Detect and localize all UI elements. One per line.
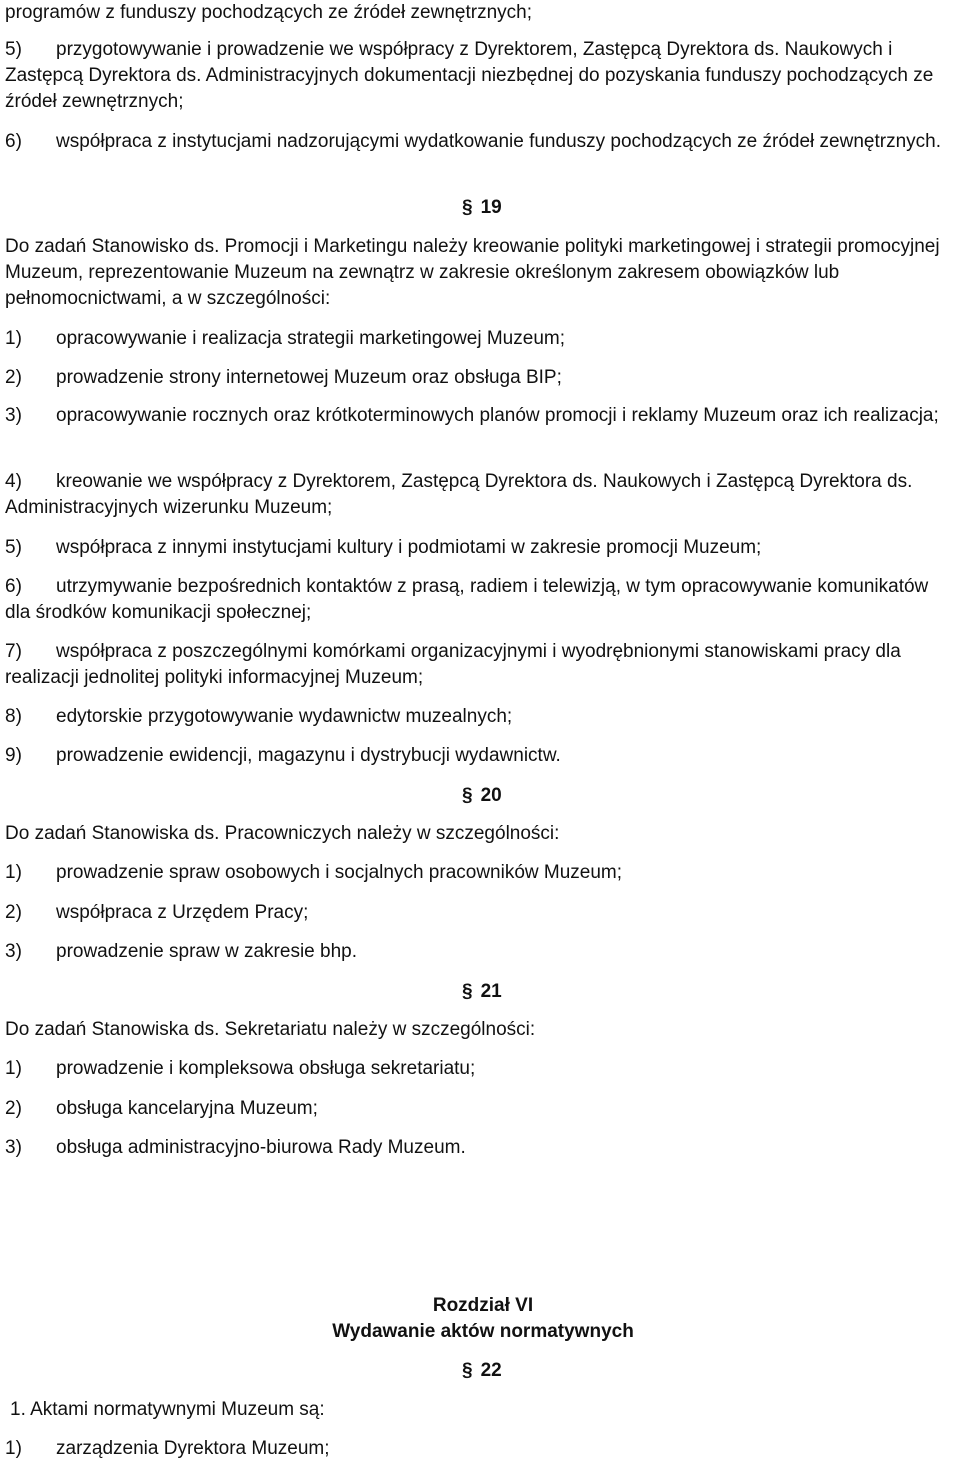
item-text: obsługa administracyjno-biurowa Rady Muzeum. [56,1137,466,1158]
item-number: 1) [5,328,22,349]
section-number: 22 [480,1360,502,1381]
item-text: edytorskie przygotowywanie wydawnictw muzealnych; [56,706,513,727]
section-heading [462,783,662,809]
item-number: 5) [5,39,22,60]
list-item [5,326,957,352]
section-lead: Do zadań Stanowisko ds. Promocji i Marketingu należy kreowanie polityki marketingowej i strategii promocyjnej Muzeum, reprezentowanie Muzeum na zewnątrz w zakresie określonym zakresem obowiązków lub pełnomocnictwami, a w szczególności: [5,236,940,309]
section-number: 19 [480,197,502,218]
list-item [5,939,957,965]
chapter-title: Rozdział VI [432,1295,534,1316]
item-number: 2) [5,902,22,923]
list-item [5,900,957,926]
item-number: 3) [5,941,22,962]
list-item [5,1436,957,1462]
list-item [5,574,957,626]
list-item [5,535,957,561]
item-text: prowadzenie strony internetowej Muzeum oraz obsługa BIP; [56,367,562,388]
item-text: opracowywanie i realizacja strategii marketingowej Muzeum; [56,328,565,349]
list-item [5,1096,957,1122]
list-item [5,639,957,691]
item-text: kreowanie we współpracy z Dyrektorem, Zastępcą Dyrektora ds. Naukowych i Zastępcą Dyrektora ds. Administracyjnych wizerunku Muzeum; [5,471,913,518]
item-text: prowadzenie ewidencji, magazynu i dystrybucji wydawnictw. [56,745,561,766]
item-text: współpraca z innymi instytucjami kultury i podmiotami w zakresie promocji Muzeum; [56,537,762,558]
list-item [5,365,957,391]
list-item [5,1135,957,1161]
item-number: 3) [5,405,22,426]
item-text: współpraca z Urzędem Pracy; [56,902,309,923]
section-number: 21 [480,981,502,1002]
list-item [5,1056,957,1082]
list-item [5,743,957,769]
item-text: zarządzenia Dyrektora Muzeum; [56,1438,330,1459]
section-symbol: § [462,981,473,1002]
item-number: 2) [5,1098,22,1119]
list-item [5,403,957,429]
chapter-subtitle: Wydawanie aktów normatywnych [332,1321,634,1342]
paragraph-continuation: programów z funduszy pochodzących ze źródeł zewnętrznych; [5,2,532,23]
section-symbol: § [462,785,473,806]
item-text: opracowywanie rocznych oraz krótkoterminowych planów promocji i reklamy Muzeum oraz ich realizacja; [56,405,939,426]
item-number: 4) [5,471,22,492]
item-text: prowadzenie i kompleksowa obsługa sekretariatu; [56,1058,476,1079]
section-heading [462,195,662,221]
numbered-point: 1. Aktami normatywnymi Muzeum są: [10,1399,325,1420]
item-text: prowadzenie spraw osobowych i socjalnych pracowników Muzeum; [56,862,623,883]
item-text: współpraca z instytucjami nadzorującymi wydatkowanie funduszy pochodzących ze źródeł zewnętrznych. [56,131,941,152]
list-item [5,129,957,155]
section-lead: Do zadań Stanowiska ds. Sekretariatu należy w szczególności: [5,1019,536,1040]
item-text: prowadzenie spraw w zakresie bhp. [56,941,357,962]
item-number: 2) [5,367,22,388]
section-symbol: § [462,197,473,218]
item-number: 5) [5,537,22,558]
item-text: obsługa kancelaryjna Muzeum; [56,1098,318,1119]
list-item [5,704,957,730]
section-symbol: § [462,1360,473,1381]
item-number: 1) [5,862,22,883]
item-number: 6) [5,131,22,152]
item-number: 8) [5,706,22,727]
item-number: 9) [5,745,22,766]
section-heading [462,1358,662,1384]
item-number: 1) [5,1438,22,1459]
list-item [5,37,957,115]
list-item [5,860,957,886]
section-number: 20 [480,785,502,806]
item-text: utrzymywanie bezpośrednich kontaktów z prasą, radiem i telewizją, w tym opracowywanie komunikatów dla środków komunikacji społecznej; [5,576,929,623]
item-number: 7) [5,641,22,662]
item-number: 3) [5,1137,22,1158]
section-heading [462,979,662,1005]
list-item [5,469,957,521]
item-number: 1) [5,1058,22,1079]
item-number: 6) [5,576,22,597]
item-text: współpraca z poszczególnymi komórkami organizacyjnymi i wyodrębnionymi stanowiskami pracy dla realizacji jednolitej polityki informacyjnej Muzeum; [5,641,901,688]
section-lead: Do zadań Stanowiska ds. Pracowniczych należy w szczególności: [5,823,560,844]
item-text: przygotowywanie i prowadzenie we współpracy z Dyrektorem, Zastępcą Dyrektora ds. Naukowych i Zastępcą Dyrektora ds. Administracyjnych dokumentacji niezbędnej do pozyskania funduszy pochodzących ze źródeł zewnętrznych; [5,39,934,112]
